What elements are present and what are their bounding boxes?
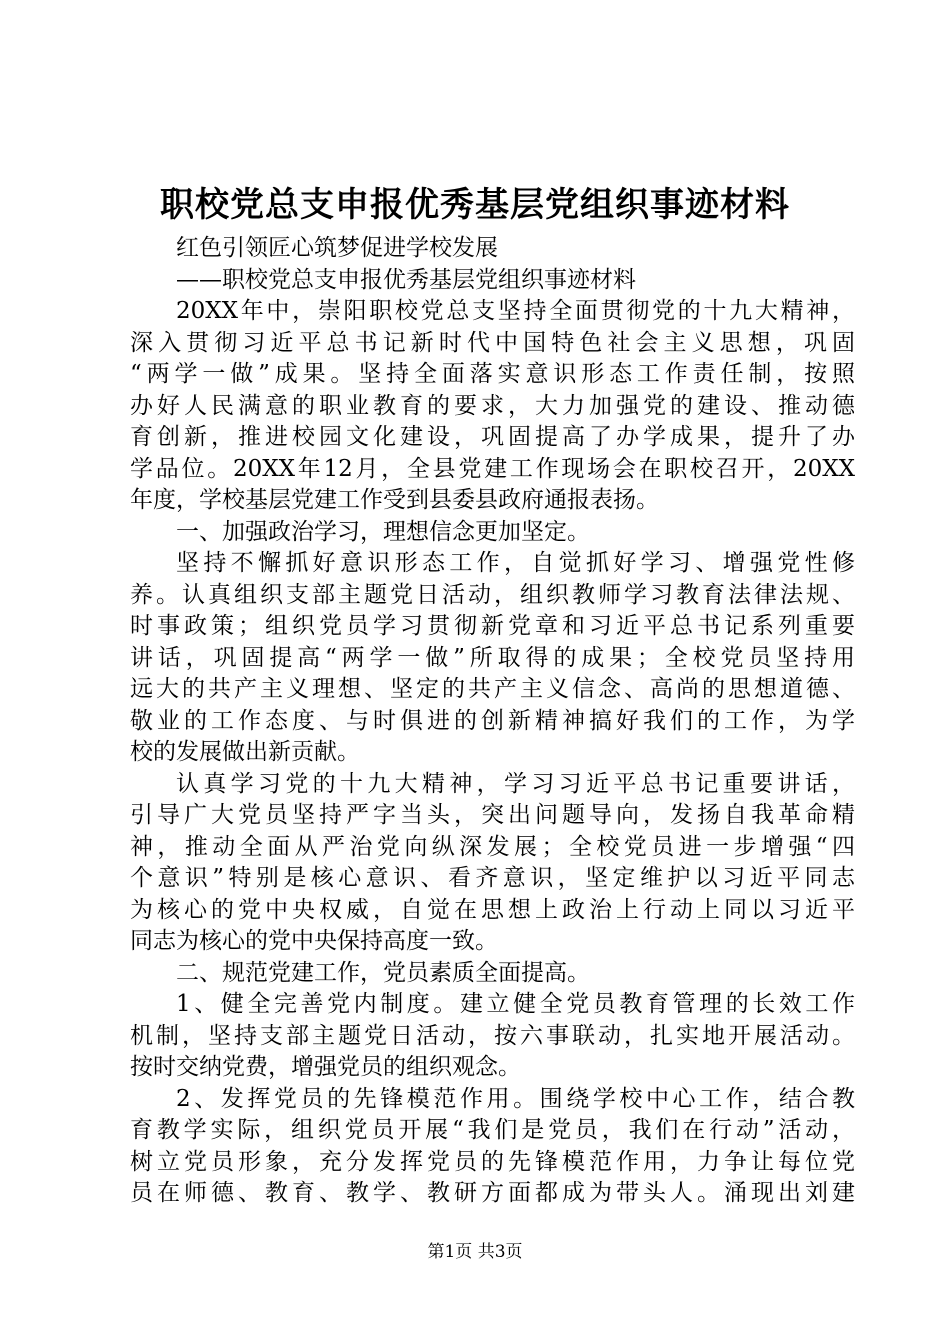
text-line: 远大的共产主义理想、坚定的共产主义信念、高尚的思想道德、 xyxy=(130,676,855,702)
text-line: 校的发展做出新贡献。 xyxy=(130,739,360,765)
text-line: 学品位。20XX年12月，全县党建工作现场会在职校召开，20XX xyxy=(130,455,855,482)
text-line: 1、健全完善党内制度。建立健全党员教育管理的长效工作 xyxy=(176,991,855,1017)
text-line: 2、发挥党员的先锋模范作用。围绕学校中心工作，结合教 xyxy=(176,1085,855,1112)
document-body xyxy=(130,233,855,1210)
text-line: ——职校党总支申报优秀基层党组织事迹材料 xyxy=(176,266,636,293)
text-line: 同志为核心的党中央保持高度一致。 xyxy=(130,928,498,954)
document-title: 职校党总支申报优秀基层党组织事迹材料 xyxy=(160,185,790,225)
text-line: 20XX年中，崇阳职校党总支坚持全面贯彻党的十九大精神， xyxy=(176,298,855,324)
text-line: 员在师德、教育、教学、教研方面都成为带头人。涌现出刘建 xyxy=(130,1180,855,1206)
text-line: 时事政策；组织党员学习贯彻新党章和习近平总书记系列重要 xyxy=(130,613,855,639)
text-line: 养。认真组织支部主题党日活动，组织教师学习教育法律法规、 xyxy=(130,581,855,608)
text-line: 认真学习党的十九大精神，学习习近平总书记重要讲话， xyxy=(176,770,855,797)
text-line: 按时交纳党费，增强党员的组织观念。 xyxy=(130,1054,521,1080)
text-line: 讲话，巩固提高“两学一做”所取得的成果；全校党员坚持用 xyxy=(130,644,855,671)
text-line: 红色引领匠心筑梦促进学校发展 xyxy=(176,235,498,261)
page-footer: 第1页 共3页 xyxy=(427,1242,523,1262)
text-line: 为核心的党中央权威，自觉在思想上政治上行动上同以习近平 xyxy=(130,896,855,923)
text-line: 深入贯彻习近平总书记新时代中国特色社会主义思想，巩固 xyxy=(130,329,855,356)
text-line: 年度，学校基层党建工作受到县委县政府通报表扬。 xyxy=(130,487,659,513)
text-line: 办好人民满意的职业教育的要求，大力加强党的建设、推动德 xyxy=(130,392,855,419)
text-line: 敬业的工作态度、与时俱进的创新精神搞好我们的工作，为学 xyxy=(130,707,855,734)
text-line: 坚持不懈抓好意识形态工作，自觉抓好学习、增强党性修 xyxy=(176,550,855,576)
text-line: “两学一做”成果。坚持全面落实意识形态工作责任制，按照 xyxy=(130,361,855,387)
text-line: 一、加强政治学习，理想信念更加坚定。 xyxy=(176,518,590,545)
text-line: 神，推动全面从严治党向纵深发展；全校党员进一步增强“四 xyxy=(130,833,855,860)
text-line: 育教学实际，组织党员开展“我们是党员，我们在行动”活动， xyxy=(130,1117,855,1143)
text-line: 树立党员形象，充分发挥党员的先锋模范作用，力争让每位党 xyxy=(130,1148,855,1175)
text-line: 机制，坚持支部主题党日活动，按六事联动，扎实地开展活动。 xyxy=(130,1022,855,1049)
text-line: 二、规范党建工作，党员素质全面提高。 xyxy=(176,959,590,986)
text-line: 个意识”特别是核心意识、看齐意识，坚定维护以习近平同志 xyxy=(130,865,855,891)
text-line: 育创新，推进校园文化建设，巩固提高了办学成果，提升了办 xyxy=(130,424,855,450)
text-line: 引导广大党员坚持严字当头，突出问题导向，发扬自我革命精 xyxy=(130,802,855,828)
